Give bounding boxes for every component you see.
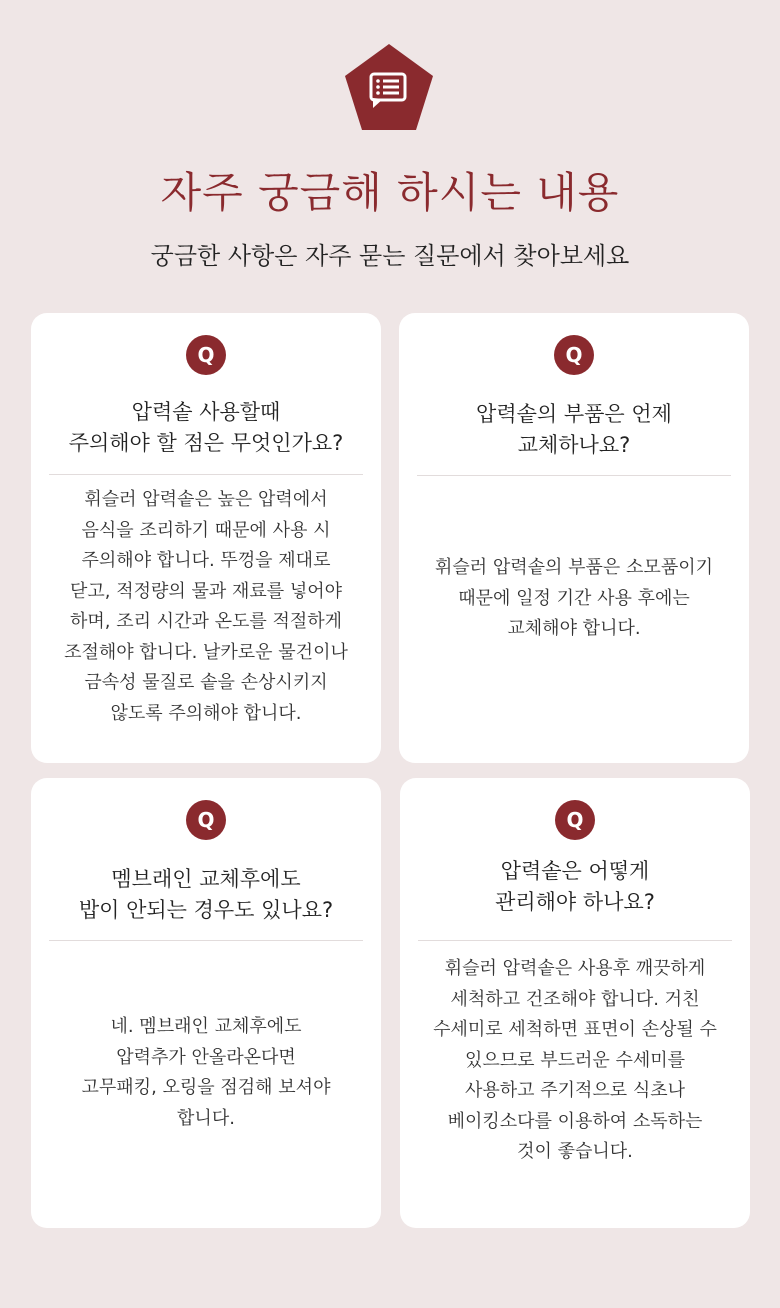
question-line: 주의해야 할 점은 무엇인가요? (68, 431, 344, 455)
q-badge: Q (554, 335, 594, 375)
faq-question (400, 856, 750, 918)
question-line: 밥이 안되는 경우도 있나요? (78, 898, 334, 922)
answer-line: 있으므로 부드러운 수세미를 (464, 1049, 686, 1071)
faq-answer (410, 954, 740, 1168)
question-line: 멤브래인 교체후에도 (111, 867, 301, 891)
answer-line: 고무패킹, 오링을 점검해 보셔야 (81, 1077, 331, 1098)
answer-line: 것이 좋습니다. (517, 1141, 633, 1162)
faq-card (31, 778, 381, 1228)
answer-line: 세척하고 건조해야 합니다. 거친 (450, 988, 700, 1010)
answer-line: 휘슬러 압력솥의 부품은 소모품이기 (435, 557, 713, 578)
faq-chat-icon (343, 42, 435, 132)
answer-line: 하며, 조리 시간과 온도를 적절하게 (69, 611, 343, 632)
divider (417, 475, 731, 476)
faq-answer (41, 1012, 371, 1134)
answer-line: 사용하고 주기적으로 식초나 (464, 1080, 686, 1101)
answer-line: 휘슬러 압력솥은 높은 압력에서 (84, 489, 328, 510)
answer-line: 때문에 일정 기간 사용 후에는 (458, 587, 690, 609)
answer-line: 압력추가 안올라온다면 (116, 1046, 296, 1068)
page-title: 자주 궁금해 하시는 내용 (160, 168, 620, 217)
q-badge: Q (186, 800, 226, 840)
faq-card (399, 313, 749, 763)
q-badge: Q (186, 335, 226, 375)
answer-line: 휘슬러 압력솥은 사용후 깨끗하게 (444, 958, 706, 979)
faq-card (31, 313, 381, 763)
answer-line: 네. 멤브래인 교체후에도 (110, 1016, 302, 1037)
answer-line: 베이킹소다를 이용하여 소독하는 (447, 1110, 703, 1132)
question-line: 압력솥 사용할때 (131, 400, 281, 424)
question-line: 압력솥은 어떻게 (500, 859, 650, 883)
faq-question (31, 397, 381, 459)
answer-line: 금속성 물질로 솥을 손상시키지 (84, 672, 328, 693)
q-badge: Q (555, 800, 595, 840)
faq-answer (409, 553, 739, 645)
faq-question (399, 399, 749, 461)
faq-answer (41, 485, 371, 729)
answer-line: 주의해야 합니다. 뚜껑을 제대로 (81, 550, 331, 571)
question-line: 압력솥의 부품은 언제 (476, 402, 672, 426)
answer-line: 수세미로 세척하면 표면이 손상될 수 (433, 1019, 717, 1040)
page-subtitle: 궁금한 사항은 자주 묻는 질문에서 찾아보세요 (150, 242, 630, 270)
divider (49, 940, 363, 941)
question-line: 교체하나요? (517, 433, 631, 457)
faq-card (400, 778, 750, 1228)
answer-line: 않도록 주의해야 합니다. (110, 702, 302, 724)
answer-line: 조절해야 합니다. 날카로운 물건이나 (64, 641, 348, 663)
answer-line: 닫고, 적정량의 물과 재료를 넣어야 (69, 580, 343, 602)
answer-line: 음식을 조리하기 때문에 사용 시 (81, 519, 331, 541)
divider (418, 940, 732, 941)
faq-question (31, 864, 381, 926)
answer-line: 합니다. (177, 1107, 235, 1129)
answer-line: 교체해야 합니다. (507, 618, 641, 639)
divider (49, 474, 363, 475)
question-line: 관리해야 하나요? (495, 890, 655, 914)
